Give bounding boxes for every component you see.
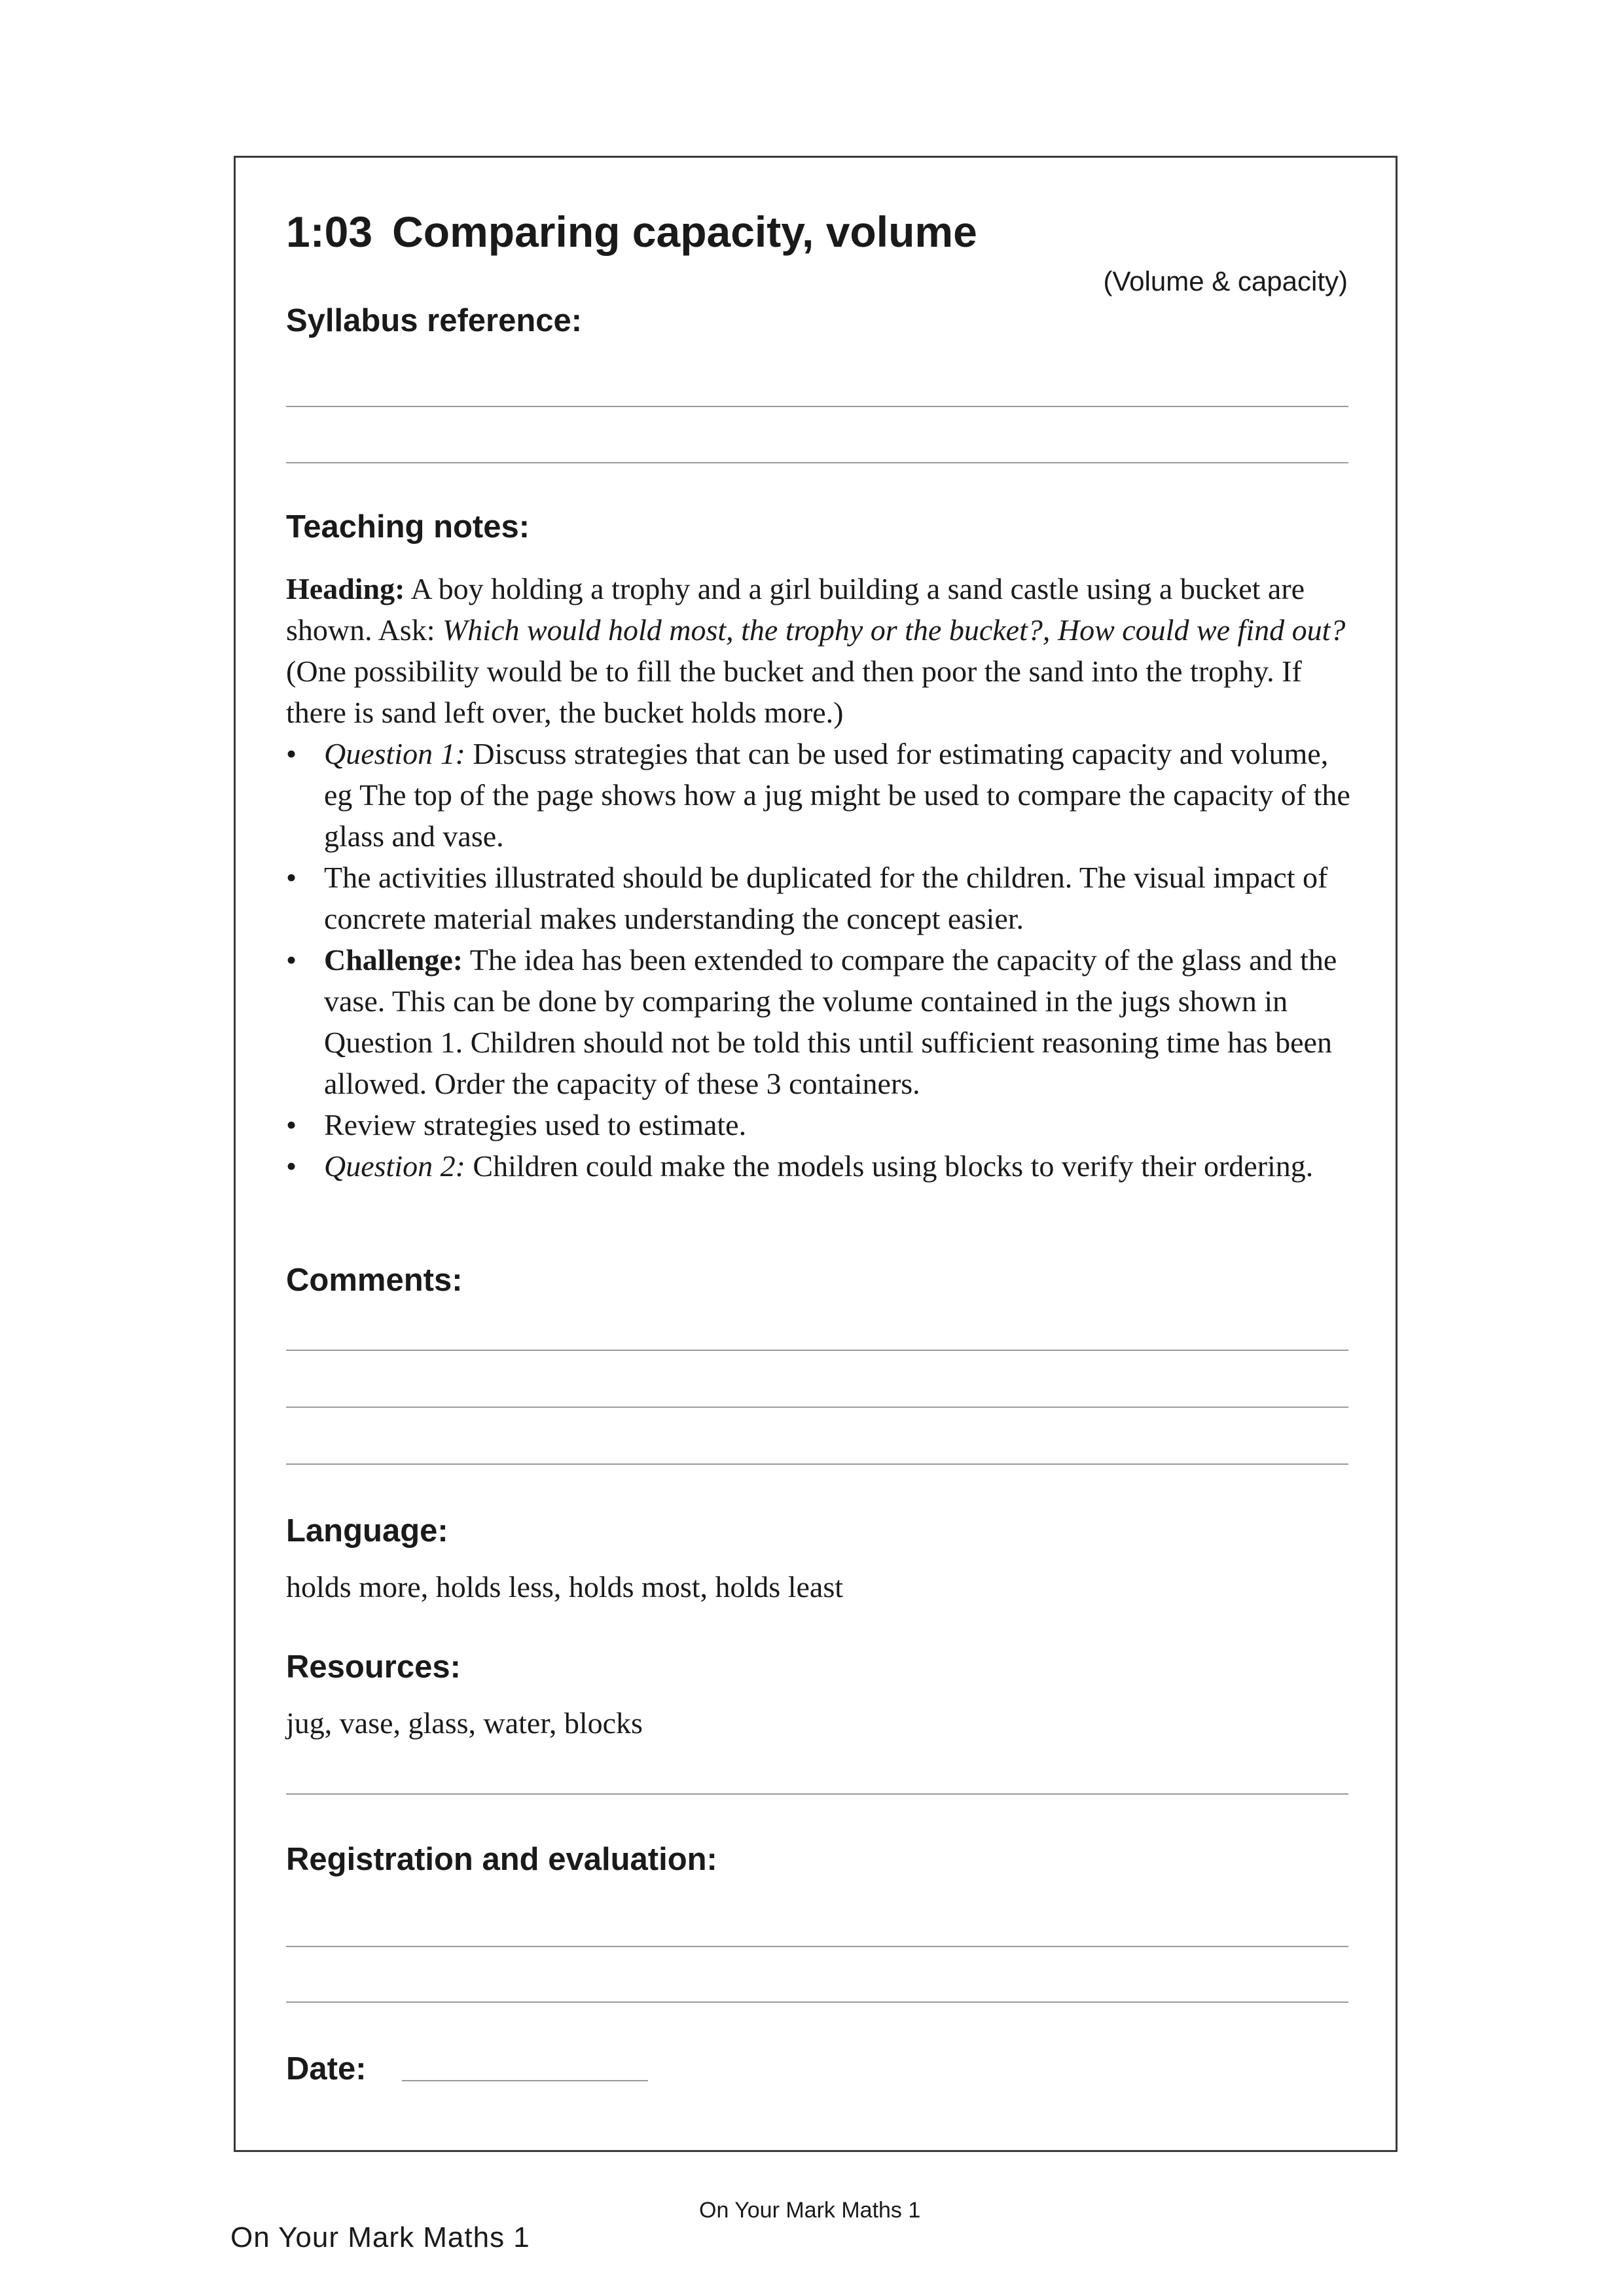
- bullet-icon: •: [286, 737, 297, 770]
- bullet-icon: •: [286, 1149, 297, 1183]
- teaching-notes-intro: [286, 568, 1360, 733]
- resources-heading: Resources:: [286, 1649, 461, 1685]
- teaching-notes-heading: Teaching notes:: [286, 509, 530, 545]
- list-item: [286, 733, 1360, 857]
- list-item-text: Children could make the models using blocks to verify their ordering.: [465, 1149, 1314, 1183]
- footer-left-text: On Your Mark Maths 1: [230, 2221, 530, 2253]
- date-line: [402, 2080, 648, 2081]
- syllabus-line-2: [286, 462, 1348, 463]
- list-item-text: Discuss strategies that can be used for estimating capacity and volume, eg The top of the page shows how a jug might be used to compare the capacity of the glass and vase.: [324, 737, 1350, 853]
- intro-text-2: (One possibility would be to fill the bucket and then poor the sand into the trophy. If there is sand left over, the bucket holds more.): [286, 655, 1302, 729]
- registration-line-2: [286, 2001, 1348, 2003]
- list-item-label: Question 1:: [324, 737, 465, 770]
- date-label: Date:: [286, 2051, 367, 2087]
- comments-line-3: [286, 1463, 1348, 1465]
- bullet-icon: •: [286, 861, 297, 894]
- lesson-title: Comparing capacity, volume: [392, 207, 977, 256]
- list-item-text: Review strategies used to estimate.: [324, 1108, 747, 1141]
- intro-text-1: A boy holding a trophy and a girl building a sand castle using a bucket are shown. Ask:: [286, 572, 1305, 647]
- bullet-icon: •: [286, 943, 297, 977]
- bullet-icon: •: [286, 1108, 297, 1141]
- list-item: [286, 939, 1360, 1104]
- page-title: [286, 208, 977, 256]
- list-item: [286, 1104, 1360, 1145]
- teaching-notes-body: [286, 568, 1360, 1187]
- footer-center-text: On Your Mark Maths 1: [699, 2198, 921, 2223]
- syllabus-line-1: [286, 406, 1348, 407]
- list-item-text: The idea has been extended to compare the capacity of the glass and the vase. This can be done by comparing the volume contained in the jugs shown in Question 1. Children should not be told this until sufficient reasoning time has been allowed. Order the capacity of these 3 containers.: [324, 943, 1337, 1100]
- registration-line-1: [286, 1946, 1348, 1947]
- teaching-notes-list: [286, 733, 1360, 1187]
- list-item: [286, 857, 1360, 939]
- resources-line: [286, 1793, 1348, 1795]
- syllabus-heading: Syllabus reference:: [286, 303, 583, 338]
- list-item-label: Challenge:: [324, 943, 463, 977]
- intro-label: Heading:: [286, 572, 405, 605]
- comments-line-1: [286, 1350, 1348, 1351]
- comments-line-2: [286, 1407, 1348, 1408]
- list-item: [286, 1145, 1360, 1187]
- comments-heading: Comments:: [286, 1263, 463, 1298]
- language-text: holds more, holds less, holds most, holds least: [286, 1570, 843, 1604]
- list-item-label: Question 2:: [324, 1149, 465, 1183]
- registration-heading: Registration and evaluation:: [286, 1842, 717, 1877]
- list-item-text: The activities illustrated should be duplicated for the children. The visual impact of concrete material makes understanding the concept easier.: [324, 861, 1328, 935]
- language-heading: Language:: [286, 1513, 448, 1549]
- lesson-number: 1:03: [286, 207, 373, 256]
- intro-question: Which would hold most, the trophy or the bucket?, How could we find out?: [442, 613, 1346, 647]
- category-label: (Volume & capacity): [1103, 266, 1348, 296]
- resources-text: jug, vase, glass, water, blocks: [286, 1706, 643, 1740]
